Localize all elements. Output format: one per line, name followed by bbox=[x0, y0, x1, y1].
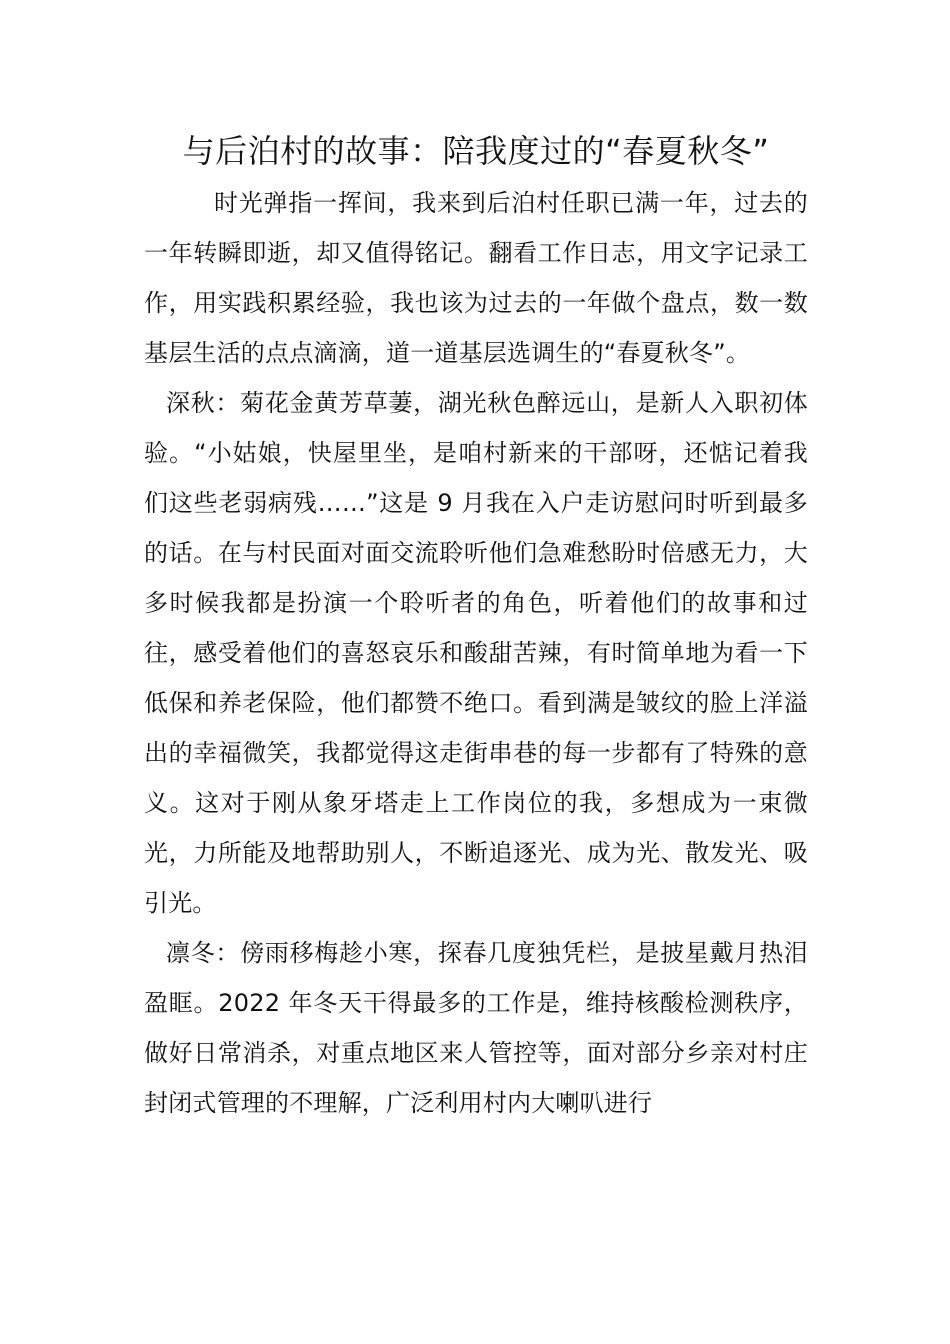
document-page bbox=[144, 128, 808, 1128]
intro-paragraph: 时光弹指一挥间，我来到后泊村任职已满一年，过去的一年转瞬即逝，却又值得铭记。翻看工作日志，用文字记录工作，用实践积累经验，我也该为过去的一年做个盘点，数一数基层生活的点点滴滴，道一道基层选调生的“春夏秋冬”。 bbox=[144, 189, 808, 367]
winter-paragraph: 凛冬：傍雨移梅趁小寒，探春几度独凭栏，是披星戴月热泪盈眶。2022 年冬天干得最多的工作是，维持核酸检测秩序，做好日常消杀，对重点地区来人管控等，面对部分乡亲对村庄封闭式管理的不理解，广泛利用村内大喇叭进行 bbox=[144, 939, 808, 1117]
document-title: 与后泊村的故事：陪我度过的“春夏秋冬” bbox=[182, 132, 770, 170]
autumn-paragraph: 深秋：菊花金黄芳草萋，湖光秋色醉远山，是新人入职初体验。“小姑娘，快屋里坐，是咱村新来的干部呀，还惦记着我们这些老弱病残……”这是 9 月我在入户走访慰问时听到最多的话。在与村民面对面交流聆听他们急难愁盼时倍感无力，大多时候我都是扮演一个聆听者的角色，听着他们的故事和过往，感受着他们的喜怒哀乐和酸甜苦辣，有时简单地为看一下低保和养老保险，他们都赞不绝口。看到满是皱纹的脸上洋溢出的幸福微笑，我都觉得这走街串巷的每一步都有了特殊的意义。这对于刚从象牙塔走上工作岗位的我，多想成为一束微光，力所能及地帮助别人，不断追逐光、成为光、散发光、吸引光。 bbox=[144, 389, 808, 917]
